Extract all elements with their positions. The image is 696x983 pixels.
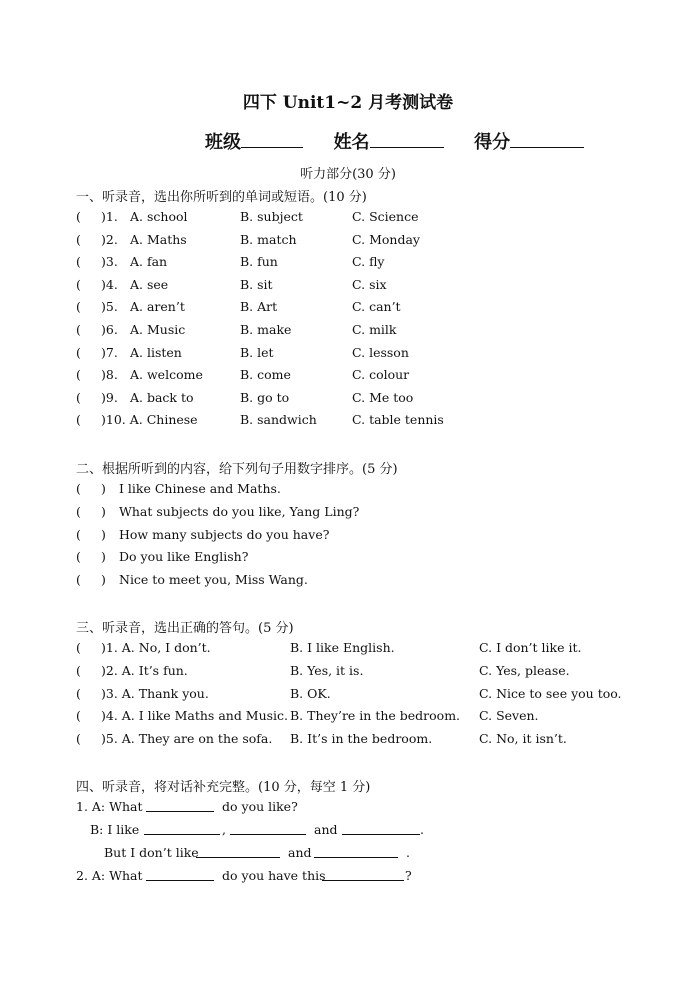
- option-c: C. six: [352, 276, 387, 292]
- answer-blank[interactable]: [146, 868, 214, 881]
- option-a: A. back to: [130, 389, 194, 405]
- answer-paren[interactable]: (: [76, 322, 81, 337]
- option-a: )4. A. I like Maths and Music.: [101, 708, 289, 724]
- option-b: B. They’re in the bedroom.: [290, 708, 461, 724]
- answer-paren[interactable]: (: [76, 299, 81, 315]
- option-c: C. Yes, please.: [479, 662, 570, 678]
- student-info-line: [205, 128, 584, 154]
- answer-paren[interactable]: (: [76, 731, 81, 747]
- option-a: )1. A. No, I don’t.: [101, 640, 211, 655]
- option-b: B. sit: [240, 276, 273, 292]
- option-b: B. OK.: [290, 685, 331, 701]
- option-a: A. aren’t: [130, 299, 185, 315]
- option-b: B. sandwich: [240, 412, 317, 428]
- page-title: 四下 Unit1~2 月考测试卷: [242, 93, 454, 113]
- answer-paren[interactable]: (: [76, 662, 81, 678]
- answer-paren[interactable]: (: [76, 708, 81, 724]
- answer-paren[interactable]: (: [76, 344, 81, 360]
- option-a: A. fan: [130, 254, 168, 270]
- answer-blank[interactable]: [322, 868, 404, 881]
- class-blank[interactable]: [241, 133, 303, 148]
- sentence-text: How many subjects do you have?: [119, 526, 330, 542]
- option-b: B. make: [240, 322, 292, 337]
- answer-paren[interactable]: (: [76, 685, 81, 701]
- option-c: C. milk: [352, 322, 397, 337]
- answer-paren[interactable]: (: [76, 412, 81, 428]
- paren-close: ): [101, 503, 106, 519]
- name-blank[interactable]: [370, 133, 444, 148]
- option-a: )3. A. Thank you.: [101, 685, 209, 701]
- sentence-text: Nice to meet you, Miss Wang.: [119, 572, 308, 588]
- answer-paren[interactable]: (: [76, 389, 81, 405]
- answer-paren[interactable]: (: [76, 367, 81, 383]
- option-c: C. Monday: [352, 231, 420, 247]
- question-number: )4.: [101, 276, 118, 292]
- answer-paren[interactable]: (: [76, 526, 81, 542]
- answer-paren[interactable]: (: [76, 481, 81, 496]
- option-a: A. welcome: [130, 367, 203, 383]
- paren-close: ): [101, 481, 106, 496]
- question-number: )8.: [101, 367, 118, 383]
- answer-paren[interactable]: (: [76, 231, 81, 247]
- paren-close: ): [101, 526, 106, 542]
- option-a: A. see: [130, 276, 169, 292]
- sentence-text: What subjects do you like, Yang Ling?: [119, 503, 360, 519]
- section3-heading: 三、听录音，选出正确的答句。(5 分): [76, 621, 294, 636]
- question-number: )3.: [101, 254, 118, 270]
- section1-heading: 一、听录音，选出你所听到的单词或短语。(10 分): [76, 190, 367, 205]
- option-c: C. fly: [352, 254, 385, 270]
- option-c: C. Seven.: [479, 708, 539, 724]
- option-b: B. Art: [240, 299, 278, 315]
- answer-blank[interactable]: [314, 845, 398, 858]
- answer-paren[interactable]: (: [76, 572, 81, 588]
- score-label: 得分: [474, 132, 511, 153]
- answer-paren[interactable]: (: [76, 549, 81, 565]
- score-blank[interactable]: [510, 133, 584, 148]
- question-number: )5.: [101, 299, 118, 315]
- question-number: )1.: [101, 209, 118, 224]
- option-c: C. can’t: [352, 299, 401, 315]
- option-a: A. listen: [130, 344, 182, 360]
- option-a: A. school: [130, 209, 188, 224]
- sentence-text: I like Chinese and Maths.: [119, 481, 281, 496]
- option-b: B. go to: [240, 389, 290, 405]
- sentence-text: Do you like English?: [119, 549, 249, 565]
- option-a: )2. A. It’s fun.: [101, 662, 188, 678]
- option-c: C. lesson: [352, 344, 409, 360]
- option-b: B. It’s in the bedroom.: [290, 731, 433, 747]
- option-c: C. Nice to see you too.: [479, 685, 622, 701]
- class-label: 班级: [205, 132, 241, 153]
- option-b: B. fun: [240, 254, 278, 270]
- answer-blank[interactable]: [342, 822, 420, 835]
- option-b: B. let: [240, 344, 274, 360]
- option-a: )5. A. They are on the sofa.: [101, 731, 273, 747]
- question-number: )9.: [101, 389, 118, 405]
- option-c: C. I don’t like it.: [479, 640, 582, 655]
- option-c: C. Science: [352, 209, 419, 224]
- question-number: )6.: [101, 322, 118, 337]
- answer-paren[interactable]: (: [76, 209, 81, 224]
- answer-blank[interactable]: [196, 845, 280, 858]
- option-b: B. subject: [240, 209, 303, 224]
- option-b: B. come: [240, 367, 291, 383]
- name-label: 姓名: [333, 132, 370, 153]
- option-a: A. Music: [130, 322, 186, 337]
- answer-blank[interactable]: [144, 822, 220, 835]
- option-c: C. Me too: [352, 389, 414, 405]
- option-b: B. Yes, it is.: [290, 662, 364, 678]
- listening-heading: 听力部分(30 分): [300, 167, 396, 182]
- question-number: )2.: [101, 231, 118, 247]
- question-number: )7.: [101, 344, 118, 360]
- answer-paren[interactable]: (: [76, 640, 81, 655]
- answer-blank[interactable]: [146, 799, 214, 812]
- option-b: B. match: [240, 231, 297, 247]
- option-a: A. Maths: [130, 231, 187, 247]
- option-c: C. colour: [352, 367, 410, 383]
- question-number: )10. A. Chinese: [101, 412, 198, 428]
- option-b: B. I like English.: [290, 640, 395, 655]
- paren-close: ): [101, 572, 106, 588]
- answer-blank[interactable]: [230, 822, 306, 835]
- answer-paren[interactable]: (: [76, 503, 81, 519]
- section2-heading: 二、根据所听到的内容，给下列句子用数字排序。(5 分): [76, 462, 398, 477]
- answer-paren[interactable]: (: [76, 276, 81, 292]
- option-c: C. No, it isn’t.: [479, 731, 567, 747]
- section4-heading: 四、听录音，将对话补充完整。(10 分，每空 1 分): [76, 780, 371, 795]
- option-c: C. table tennis: [352, 412, 444, 428]
- paren-close: ): [101, 549, 106, 565]
- answer-paren[interactable]: (: [76, 254, 81, 270]
- exam-page: 四下 Unit1~2 月考测试卷 班级 姓名 得分 听力部分(30 分) 一、听录音，选出你所听到的单词或短语。(10 分) ( )1. A. school B. subject C. Science ( )2. A. Maths B. match C. Monday ( )3. A. fan B. fun C. fly ( )4. A. see B. sit C. six ( )5. A. aren’t B. Art C. can’t ( )6. A. Music B. make C. milk ( )7. A. listen B. let C. lesson ( )8. A. welcome B. come C. colour ( )9. A. back to B. go to C. Me too ( )10. A. Chinese B. sandwich C. table tennis 二、根据所听到的内容，给下列句子用数字排序。(5 分) ( ) I like Chinese and Maths. ( ) What subjects do you like, Yang Ling? ( ) How many subjects do you have? ( ) Do you like English? ( ) Nice to meet you, Miss Wang. 三、听录音，选出正确的答句。(5 分) ( )1. A. No, I don’t. B. I like English. C. I don’t like it. ( )2. A. It’s fun. B. Yes, it is. C. Yes, please. ( )3. A. Thank you. B. OK. C. Nice to see you too. ( )4. A. I like Maths and Music. B. They’re in the bedroom. C. Seven. ( )5. A. They are on the sofa. B. It’s in the bedroom. C. No, it isn’t. 四、听录音，将对话补充完整。(10 分，每空 1 分) 1. A: What do you like? B: I like , and . But I don’t like and . 2. A: What do you have this ?: [0, 0, 696, 983]
